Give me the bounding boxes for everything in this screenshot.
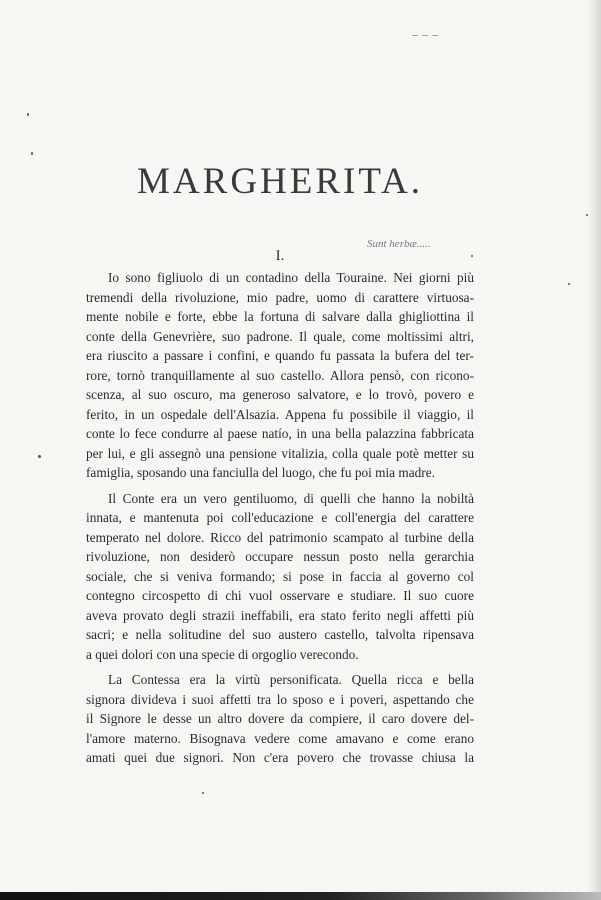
- text-line: rivoluzione, non desiderò occupare nessun posto nella gerarchia: [86, 549, 474, 564]
- text-line: per lui, e gli assegnò una pensione vitalizia, colla quale potè metter su: [86, 445, 474, 461]
- text-line: a quei dolori con una specie di orgoglio verecondo.: [86, 646, 359, 662]
- epigraph: Sunt herbæ.....: [367, 238, 431, 250]
- page-number: _ _ _: [412, 25, 439, 37]
- text-line: tremendi della rivoluzione, mio padre, uomo di carattere virtuosa-: [86, 289, 474, 305]
- text-line: era riuscito a passare i confini, e quando fu passata la bufera del ter-: [86, 348, 474, 363]
- text-line: conte lo fece condurre al paese natío, in una bella palazzina fabbricata: [86, 426, 474, 441]
- text-line: innata, e mantenuta poi coll'educazione e coll'energia del carattere: [86, 510, 474, 525]
- text-line: aveva provato degli strazii ineffabili, era stato ferito negli affetti più: [86, 607, 474, 623]
- chapter-number: I.: [275, 248, 285, 264]
- page-edge-shadow: [588, 0, 601, 900]
- text-line: signora divideva i suoi affetti tra lo sposo e i poveri, aspettando che: [86, 691, 474, 707]
- text-line: sociale, che si veniva formando; si pose in faccia al governo col: [86, 568, 474, 584]
- scan-edge-bar: [0, 892, 601, 900]
- paragraph: [86, 670, 474, 768]
- text-line: amati quei due signori. Non c'era povero che trovasse chiusa la: [86, 750, 474, 765]
- text-line: ferito, in un ospedale dell'Alsazia. Appena fu possibile il viaggio, il: [86, 406, 474, 422]
- story-title: MARGHERITA.: [137, 161, 423, 202]
- text-line: temperato nel dolore. Ricco del patrimonio scampato al turbine della: [86, 529, 474, 545]
- body-text: [86, 268, 474, 768]
- text-line: La Contessa era la virtù personificata. Quella ricca e bella: [108, 672, 474, 687]
- text-line: famiglia, sposando una fanciulla del luogo, che fu poi mia madre.: [86, 465, 435, 480]
- text-line: mente nobile e forte, ebbe la fortuna di salvare dalla ghigliottina il: [86, 309, 474, 324]
- text-line: contegno circospetto di chi vuol osservare e studiare. Il suo cuore: [86, 588, 474, 603]
- text-line: conte della Genevrière, suo padrone. Il quale, come moltissimi altri,: [86, 328, 474, 344]
- text-line: Il Conte era un vero gentiluomo, di quelli che hanno la nobiltà: [108, 490, 474, 506]
- text-line: scenza, al suo oscuro, ma generoso salvatore, e lo trovò, povero e: [86, 387, 474, 402]
- text-line: il Signore le desse un altro dovere da compiere, il caro dovere del-: [86, 711, 474, 726]
- text-line: l'amore materno. Bisognava vedere come amavano e come erano: [86, 730, 474, 746]
- paragraph: [86, 268, 474, 483]
- text-line: sacri; e nella solitudine del suo austero castello, talvolta ripensava: [86, 627, 474, 642]
- text-line: Io sono figliuolo di un contadino della Touraine. Nei giorni più: [108, 270, 474, 285]
- text-line: rore, tornò tranquillamente al suo castello. Allora pensò, con ricono-: [86, 367, 474, 383]
- paragraph: [86, 489, 474, 665]
